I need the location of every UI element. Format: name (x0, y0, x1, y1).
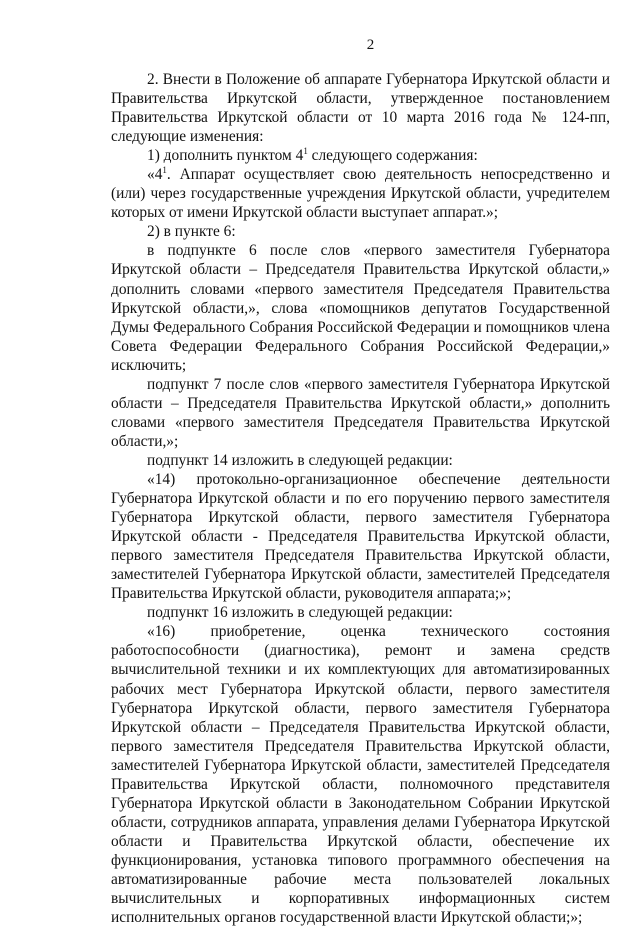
item-1-quote-before: «4 (147, 166, 163, 184)
item-1-quote-superscript: 1 (162, 165, 167, 176)
item-1-quote-after: . Аппарат осуществляет свою деятельность непосредственно и (или) через государственные учреждения Иркутской области, учредителем которых от имени Иркутской области выступает аппарат.»; (111, 166, 610, 222)
subpoint-16-intro-paragraph: подпункт 16 изложить в следующей редакции: (147, 604, 453, 622)
subpoint-14-intro-paragraph: подпункт 14 изложить в следующей редакции: (147, 451, 453, 469)
subpoint-6-paragraph: в подпункте 6 после слов «первого заместителя Губернатора Иркутской области – Председателя Правительства Иркутской области,» дополнить словами «первого заместителя Председателя Правительства Иркутской области,», слова «помощников депутатов Государственной Думы Федерального Собрания Российской Федерации и помощников члена Совета Федерации Федерального Собрания Российской Федерации,» исключить; (111, 242, 610, 374)
amendment-intro-paragraph: 2. Внести в Положение об аппарате Губернатора Иркутской области и Правительства Иркутской области, утвержденное постановлением Правительства Иркутской области от 10 марта 2016 года № 124-пп, следующие изменения: (111, 71, 610, 146)
subpoint-14-text-paragraph: «14) протокольно-организационное обеспечение деятельности Губернатора Иркутской области и по его поручению первого заместителя Губернатора Иркутской области, первого заместителя Губернатора Иркутской области - Председателя Правительства Иркутской области, первого заместителя Председателя Правительства Иркутской области, заместителей Губернатора Иркутской области, заместителей Председателя Правительства Иркутской области, руководителя аппарата;»; (111, 470, 610, 603)
page-number: 2 (366, 37, 375, 53)
item-1-text-before: 1) дополнить пунктом 4 (147, 147, 304, 165)
item-2-paragraph: 2) в пункте 6: (147, 223, 236, 241)
subpoint-7-paragraph: подпункт 7 после слов «первого заместителя Губернатора Иркутской области – Председателя Правительства Иркутской области,» дополнить словами «первого заместителя Председателя Правительства Иркутской области,»; (111, 375, 610, 450)
item-1-text-after: следующего содержания: (307, 147, 478, 165)
subpoint-16-text-paragraph: «16) приобретение, оценка технического состояния работоспособности (диагностика), ремонт и замена средств вычислительной техники и их комплектующих для автоматизированных рабочих мест Губернатора Иркутской области, первого заместителя Губернатора Иркутской области, первого заместителя Губернатора Иркутской области – Председателя Правительства Иркутской области, первого заместителя Председателя Правительства Иркутской области, заместителей Губернатора Иркутской области, заместителей Председателя Правительства Иркутской области, полномочного представителя Губернатора Иркутской области в Законодательном Собрании Иркутской области, сотрудников аппарата, управления делами Губернатора Иркутской области и Правительства Иркутской области, обеспечение их функционирования, установка типового программного обеспечения на автоматизированные рабочие места пользователей локальных вычислительных и корпоративных информационных систем исполнительных органов государственной власти Иркутской области;»; (111, 623, 610, 927)
item-1-paragraph (111, 146, 610, 165)
item-1-superscript: 1 (303, 146, 308, 157)
item-1-quote-paragraph (111, 165, 610, 222)
